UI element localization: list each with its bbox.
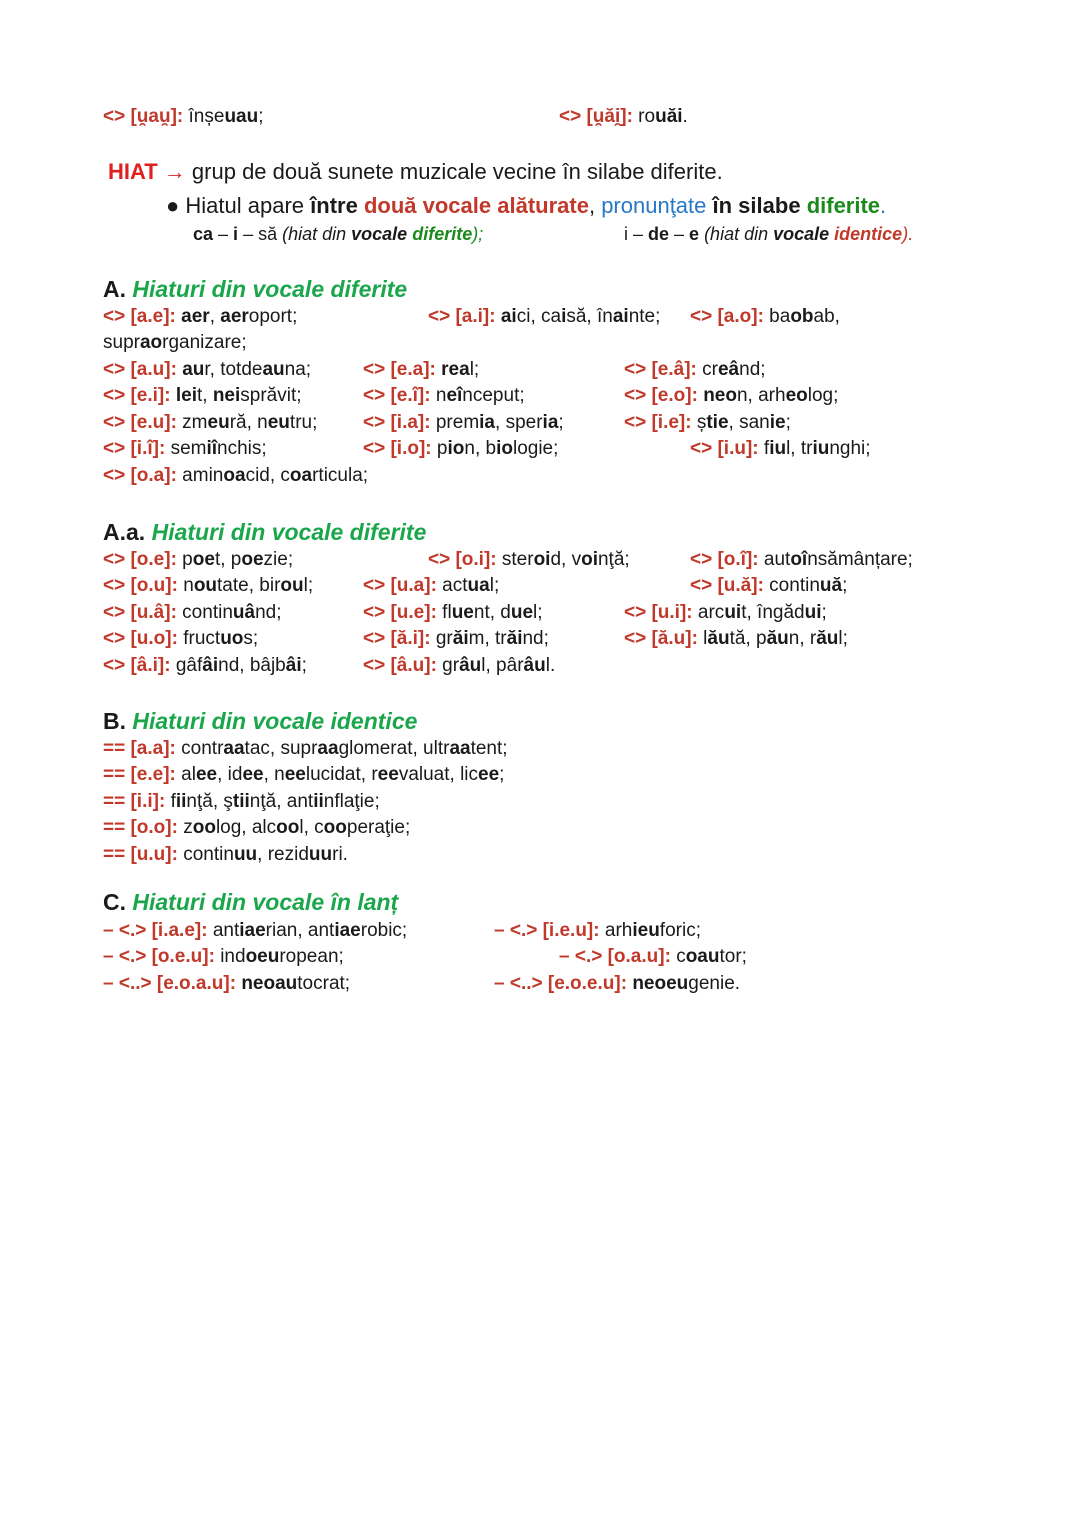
list-item: <> [e.â]: creând; — [624, 359, 766, 380]
list-item: <> [i.e]: știe, sanie; — [624, 412, 791, 433]
list-item: <> [o.u]: noutate, biroul; — [103, 575, 314, 596]
tag: <> [u̯ăi̯]: — [559, 106, 633, 127]
section-aa-heading: A.a. Hiaturi din vocale diferite — [103, 519, 427, 545]
list-item: <> [u.e]: fluent, duel; — [363, 602, 543, 623]
list-item: <> [o.î]: autoînsămânțare; — [690, 549, 913, 570]
section-c-heading: C. Hiaturi din vocale în lanț — [103, 889, 399, 915]
tag: <> [u̯au̯]: — [103, 106, 184, 127]
list-item: == [e.e]: alee, idee, neelucidat, reevaluat, licee; — [103, 764, 505, 785]
bullet-icon: ● — [166, 193, 180, 218]
list-item: == [u.u]: continuu, reziduuri. — [103, 844, 348, 865]
section-a-heading: A. Hiaturi din vocale diferite — [103, 276, 408, 302]
list-item: == [a.a]: contraatac, supraaglomerat, ultraatent; — [103, 738, 508, 759]
list-item: <> [u.ă]: continuă; — [690, 575, 848, 596]
list-item: <> [ă.u]: lăută, păun, răul; — [624, 628, 848, 649]
list-item: == [i.i]: fiinţă, ştiinţă, antiinflaţie; — [103, 791, 380, 812]
list-item: <> [o.i]: steroid, voinţă; — [428, 549, 630, 570]
list-item: – <..> [e.o.e.u]: neoeugenie. — [494, 973, 741, 994]
list-item: <> [u.o]: fructuos; — [103, 628, 259, 649]
hiat-example-identical: i – de – e (hiat din vocale identice). — [624, 224, 914, 244]
list-item: <> [u.a]: actual; — [363, 575, 500, 596]
list-item: <> [a.u]: aur, totdeauna; — [103, 359, 312, 380]
list-item: <> [e.a]: real; — [363, 359, 480, 380]
list-item: <> [a.e]: aer, aeroport; — [103, 306, 298, 327]
list-item: supraorganizare; — [103, 332, 247, 353]
list-item: – <.> [o.e.u]: indoeuropean; — [103, 946, 344, 967]
list-item: <> [o.a]: aminoacid, coarticula; — [103, 465, 369, 486]
list-item: <> [e.o]: neon, arheolog; — [624, 385, 839, 406]
list-item: == [o.o]: zoolog, alcool, cooperaţie; — [103, 817, 411, 838]
hiat-definition: HIAT → grup de două sunete muzicale vecine în silabe diferite. — [108, 159, 723, 184]
list-item: – <.> [i.a.e]: antiaerian, antiaerobic; — [103, 920, 408, 941]
list-item: <> [a.o]: baobab, — [690, 306, 840, 327]
diphthong-example-uai: <> [u̯ăi̯]: rouăi. — [559, 106, 688, 127]
list-item: <> [a.i]: aici, caisă, înainte; — [428, 306, 661, 327]
list-item: <> [e.u]: zmeură, neutru; — [103, 412, 318, 433]
list-item: <> [i.a]: premia, speria; — [363, 412, 564, 433]
list-item: <> [e.î]: neînceput; — [363, 385, 525, 406]
list-item: <> [i.o]: pion, biologie; — [363, 438, 559, 459]
list-item: <> [â.u]: grâul, pârâul. — [363, 655, 556, 676]
list-item: <> [o.e]: poet, poezie; — [103, 549, 294, 570]
list-item: <> [i.î]: semiînchis; — [103, 438, 267, 459]
hiat-rule: ● Hiatul apare între două vocale alăturate, pronunţate în silabe diferite. — [166, 193, 887, 218]
list-item: – <..> [e.o.a.u]: neoautocrat; — [103, 973, 351, 994]
list-item: <> [e.i]: leit, neisprăvit; — [103, 385, 302, 406]
diphthong-example-uau: <> [u̯au̯]: înșeuau; — [103, 106, 264, 127]
section-b-heading: B. Hiaturi din vocale identice — [103, 708, 418, 734]
list-item: <> [â.i]: gâfâind, bâjbâi; — [103, 655, 307, 676]
list-item: – <.> [o.a.u]: coautor; — [559, 946, 747, 967]
list-item: <> [u.â]: continuând; — [103, 602, 282, 623]
hiat-example-different: ca – i – să (hiat din vocale diferite); — [193, 224, 484, 244]
list-item: <> [i.u]: fiul, triunghi; — [690, 438, 871, 459]
list-item: <> [ă.i]: grăim, trăind; — [363, 628, 549, 649]
list-item: <> [u.i]: arcuit, îngădui; — [624, 602, 827, 623]
list-item: – <.> [i.e.u]: arhieuforic; — [494, 920, 701, 941]
